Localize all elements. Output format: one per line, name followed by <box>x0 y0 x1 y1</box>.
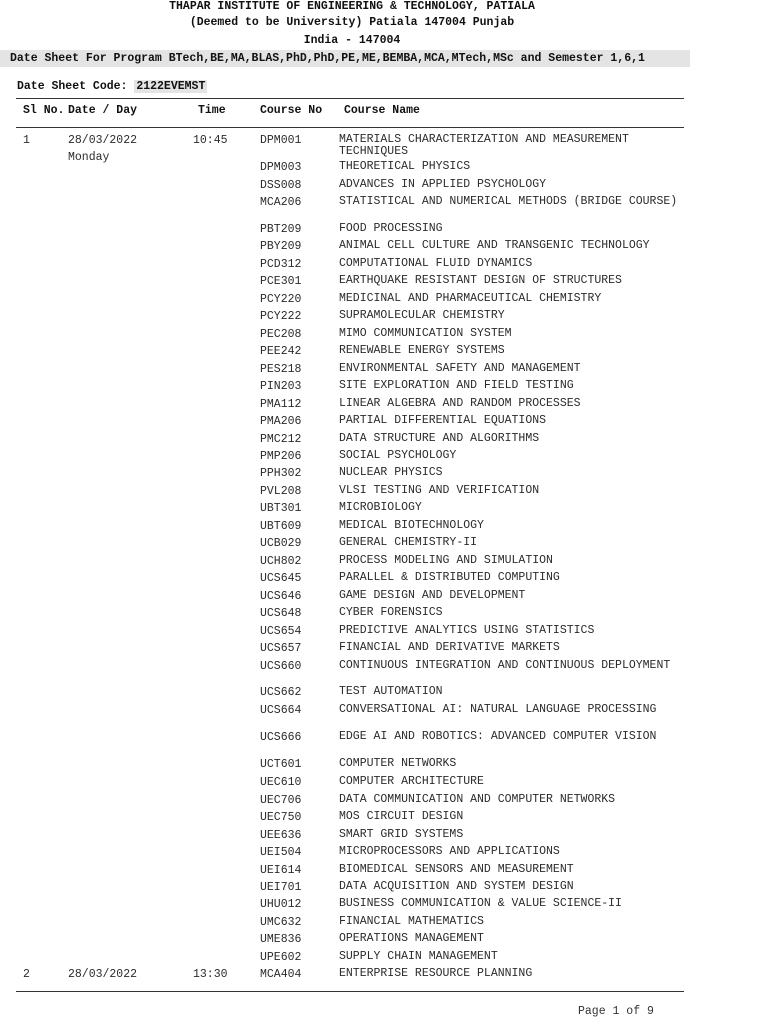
course-name-cell: COMPUTATIONAL FLUID DYNAMICS <box>339 257 533 270</box>
table-top-rule <box>16 98 684 99</box>
course-no-cell: PMP206 <box>260 450 302 463</box>
course-name-cell: ANIMAL CELL CULTURE AND TRANSGENIC TECHNOLOGY <box>339 239 650 252</box>
course-no-cell: UCH802 <box>260 555 302 568</box>
date-sheet-code-label: Date Sheet Code: <box>17 80 128 93</box>
course-name-cell: RENEWABLE ENERGY SYSTEMS <box>339 344 505 357</box>
sl-no-cell: 2 <box>23 968 30 981</box>
course-no-cell: PBY209 <box>260 240 302 253</box>
course-no-cell: PIN203 <box>260 380 302 393</box>
date-cell: 28/03/2022 <box>68 134 138 147</box>
course-name-cell: MATERIALS CHARACTERIZATION AND MEASUREMENT TECHNIQUES <box>339 133 629 158</box>
course-no-cell: DPM001 <box>260 134 302 147</box>
course-no-cell: PMA206 <box>260 415 302 428</box>
course-name-cell: MICROBIOLOGY <box>339 501 422 514</box>
course-name-cell: MIMO COMMUNICATION SYSTEM <box>339 327 512 340</box>
table-bottom-rule <box>16 991 684 992</box>
course-no-cell: PVL208 <box>260 485 302 498</box>
course-no-cell: UCS664 <box>260 704 302 717</box>
col-time: Time <box>198 104 226 117</box>
course-name-cell: COMPUTER NETWORKS <box>339 757 457 770</box>
course-no-cell: UHU012 <box>260 898 302 911</box>
course-no-cell: PES218 <box>260 363 302 376</box>
col-course-name: Course Name <box>344 104 420 117</box>
col-course-no: Course No <box>260 104 323 117</box>
course-no-cell: DPM003 <box>260 161 302 174</box>
course-name-cell: SUPPLY CHAIN MANAGEMENT <box>339 950 498 963</box>
course-name-cell: SMART GRID SYSTEMS <box>339 828 464 841</box>
course-no-cell: UCS662 <box>260 686 302 699</box>
institute-subtitle: (Deemed to be University) Patiala 147004 Punjab <box>189 16 515 29</box>
course-name-cell: PREDICTIVE ANALYTICS USING STATISTICS <box>339 624 595 637</box>
course-name-cell: SITE EXPLORATION AND FIELD TESTING <box>339 379 574 392</box>
date-sheet-code-value: 2122EVEMST <box>136 80 206 93</box>
course-name-cell: TEST AUTOMATION <box>339 685 443 698</box>
course-name-cell: MICROPROCESSORS AND APPLICATIONS <box>339 845 560 858</box>
course-no-cell: PEC208 <box>260 328 302 341</box>
course-name-cell: NUCLEAR PHYSICS <box>339 466 443 479</box>
col-date-day: Date / Day <box>68 104 138 117</box>
course-no-cell: UBT301 <box>260 502 302 515</box>
course-name-cell: MOS CIRCUIT DESIGN <box>339 810 464 823</box>
time-cell: 13:30 <box>193 968 228 981</box>
course-no-cell: UEI504 <box>260 846 302 859</box>
course-name-cell: LINEAR ALGEBRA AND RANDOM PROCESSES <box>339 397 581 410</box>
course-no-cell: DSS008 <box>260 179 302 192</box>
course-no-cell: PMC212 <box>260 433 302 446</box>
course-name-cell: ENVIRONMENTAL SAFETY AND MANAGEMENT <box>339 362 581 375</box>
course-no-cell: UME836 <box>260 933 302 946</box>
course-no-cell: UCS648 <box>260 607 302 620</box>
course-no-cell: UEC706 <box>260 794 302 807</box>
course-name-cell: ENTERPRISE RESOURCE PLANNING <box>339 967 533 980</box>
date-cell: 28/03/2022 <box>68 968 138 981</box>
course-name-cell: SUPRAMOLECULAR CHEMISTRY <box>339 309 505 322</box>
course-name-cell: FOOD PROCESSING <box>339 222 443 235</box>
course-no-cell: UPE602 <box>260 951 302 964</box>
course-no-cell: UCB029 <box>260 537 302 550</box>
sl-no-cell: 1 <box>23 134 30 147</box>
course-name-cell: ADVANCES IN APPLIED PSYCHOLOGY <box>339 178 547 191</box>
course-no-cell: UCS660 <box>260 660 302 673</box>
course-no-cell: UBT609 <box>260 520 302 533</box>
course-no-cell: PEE242 <box>260 345 302 358</box>
course-name-cell: DATA COMMUNICATION AND COMPUTER NETWORKS <box>339 793 616 806</box>
time-cell: 10:45 <box>193 134 228 147</box>
col-sl-no: Sl No. <box>23 104 65 117</box>
course-name-cell: MEDICAL BIOTECHNOLOGY <box>339 519 484 532</box>
course-no-cell: UMC632 <box>260 916 302 929</box>
course-name-cell: CONVERSATIONAL AI: NATURAL LANGUAGE PROCESSING <box>339 703 657 716</box>
course-name-cell: VLSI TESTING AND VERIFICATION <box>339 484 540 497</box>
course-no-cell: PMA112 <box>260 398 302 411</box>
course-no-cell: PCE301 <box>260 275 302 288</box>
course-name-cell: GAME DESIGN AND DEVELOPMENT <box>339 589 526 602</box>
course-name-cell: DATA STRUCTURE AND ALGORITHMS <box>339 432 540 445</box>
course-no-cell: PCY220 <box>260 293 302 306</box>
course-no-cell: UEC610 <box>260 776 302 789</box>
course-no-cell: UCS646 <box>260 590 302 603</box>
course-no-cell: UCS645 <box>260 572 302 585</box>
course-no-cell: UCS666 <box>260 731 302 744</box>
course-no-cell: UEE636 <box>260 829 302 842</box>
date-sheet-code <box>17 80 207 93</box>
course-name-cell: FINANCIAL MATHEMATICS <box>339 915 484 928</box>
course-name-cell: EARTHQUAKE RESISTANT DESIGN OF STRUCTURES <box>339 274 622 287</box>
course-no-cell: PCD312 <box>260 258 302 271</box>
table-header-rule <box>16 127 684 128</box>
course-name-cell: PROCESS MODELING AND SIMULATION <box>339 554 553 567</box>
course-no-cell: UCS657 <box>260 642 302 655</box>
course-name-cell: PARTIAL DIFFERENTIAL EQUATIONS <box>339 414 547 427</box>
course-name-cell: THEORETICAL PHYSICS <box>339 160 471 173</box>
course-name-cell: FINANCIAL AND DERIVATIVE MARKETS <box>339 641 560 654</box>
course-name-cell: PARALLEL & DISTRIBUTED COMPUTING <box>339 571 560 584</box>
course-name-cell: COMPUTER ARCHITECTURE <box>339 775 484 788</box>
course-name-cell: OPERATIONS MANAGEMENT <box>339 932 484 945</box>
course-no-cell: PPH302 <box>260 467 302 480</box>
course-name-cell: CONTINUOUS INTEGRATION AND CONTINUOUS DEPLOYMENT <box>339 659 671 672</box>
course-no-cell: PCY222 <box>260 310 302 323</box>
institute-name: THAPAR INSTITUTE OF ENGINEERING & TECHNOLOGY, PATIALA <box>169 0 535 13</box>
day-cell: Monday <box>68 151 110 164</box>
course-no-cell: UCT601 <box>260 758 302 771</box>
course-name-cell: BUSINESS COMMUNICATION & VALUE SCIENCE-II <box>339 897 622 910</box>
course-name-cell: EDGE AI AND ROBOTICS: ADVANCED COMPUTER VISION <box>339 730 657 743</box>
institute-country: India - 147004 <box>303 34 401 47</box>
course-name-cell: BIOMEDICAL SENSORS AND MEASUREMENT <box>339 863 574 876</box>
course-name-cell: MEDICINAL AND PHARMACEUTICAL CHEMISTRY <box>339 292 602 305</box>
page-indicator: Page 1 of 9 <box>578 1005 654 1018</box>
course-name-cell: STATISTICAL AND NUMERICAL METHODS (BRIDGE COURSE) <box>339 195 678 208</box>
course-no-cell: UCS654 <box>260 625 302 638</box>
course-name-cell: GENERAL CHEMISTRY-II <box>339 536 478 549</box>
course-no-cell: UEI701 <box>260 881 302 894</box>
course-no-cell: PBT209 <box>260 223 302 236</box>
course-name-cell: DATA ACQUISITION AND SYSTEM DESIGN <box>339 880 574 893</box>
course-no-cell: MCA404 <box>260 968 302 981</box>
course-name-cell: SOCIAL PSYCHOLOGY <box>339 449 457 462</box>
course-no-cell: MCA206 <box>260 196 302 209</box>
course-no-cell: UEI614 <box>260 864 302 877</box>
course-name-cell: CYBER FORENSICS <box>339 606 443 619</box>
program-banner: Date Sheet For Program BTech,BE,MA,BLAS,PhD,PhD,PE,ME,BEMBA,MCA,MTech,MSc and Semester 1,6,1 <box>0 50 690 67</box>
course-no-cell: UEC750 <box>260 811 302 824</box>
